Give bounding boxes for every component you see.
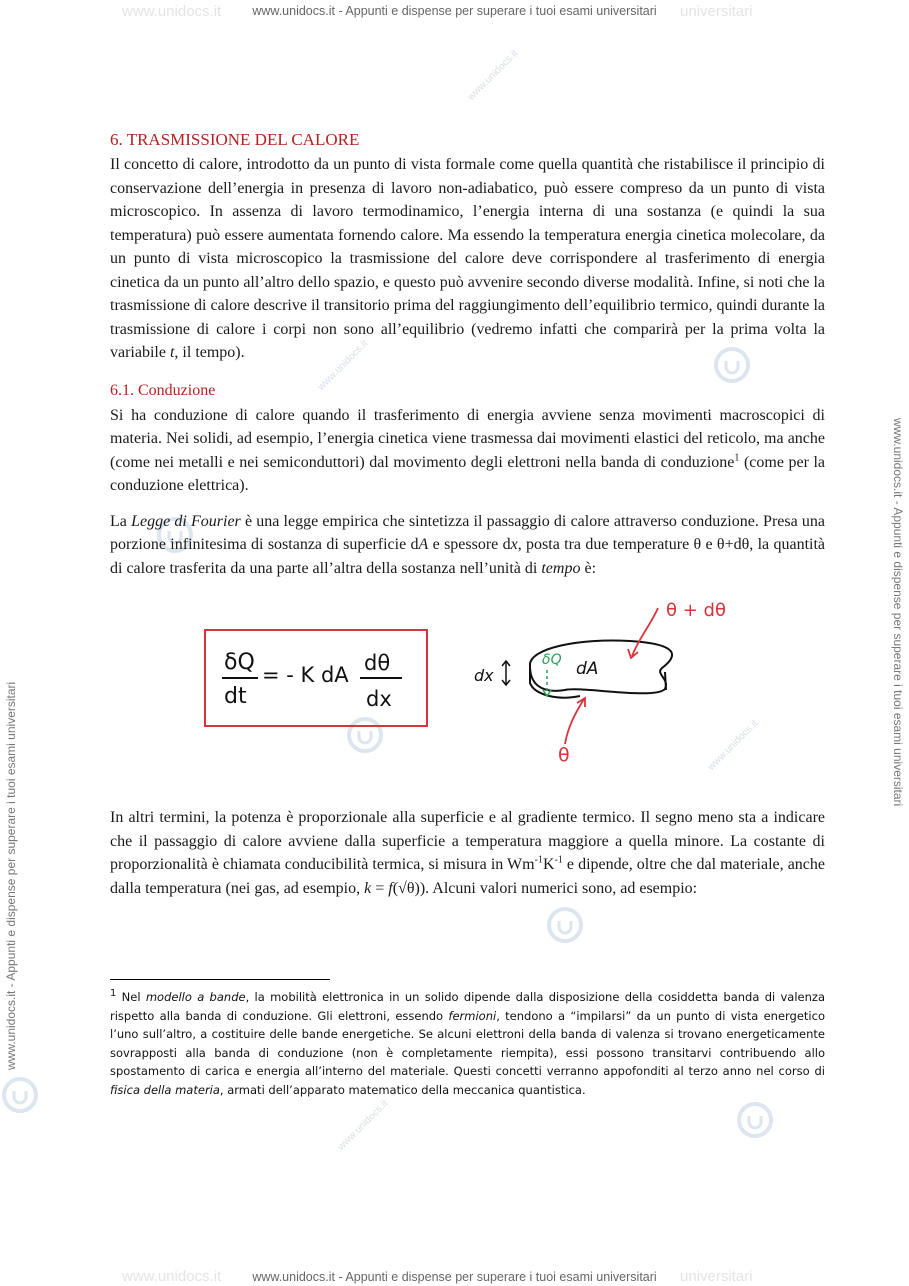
- conduction-paragraph: Si ha conduzione di calore quando il trasferimento di energia avviene senza movimenti macroscopici di materia. Nei solidi, ad esempio, l’energia cinetica viene trasmessa dai movimenti elastici del reticolo, ma anche (come nei metalli e nei semiconduttori) dal movimento degli elettroni nella banda di conduzione$^1$ (come per la conduzione elettrica).: [110, 406, 826, 494]
- unidocs-logo-icon: [735, 1100, 775, 1140]
- unidocs-logo-icon: [545, 905, 585, 945]
- watermark-right: www.unidocs.it - Appunti e dispense per superare i tuoi esami universitari: [891, 418, 905, 807]
- watermark-diagonal: www.unidocs.it: [465, 48, 521, 103]
- fourier-paragraph: La Legge di Fourier è una legge empirica che sintetizza il passaggio di calore attraverso conduzione. Presa una porzione infinitesima di sostanza di superficie dA e spessore dx, posta tra due temperature θ e θ+dθ, la quantità di calore trasferita da una parte all’altra della sostanza nell’unità di tempo è:: [110, 512, 826, 577]
- section-title: 6. TRASMISSIONE DEL CALORE: [110, 130, 360, 149]
- subsection-title: 6.1. Conduzione: [110, 381, 216, 399]
- footnote: $^1$ Nel modello a bande, la mobilità elettronica in un solido dipende dalla disposizione della cosiddetta banda di valenza rispetto alla banda di conduzione. Gli elettroni, essendo fermioni, tendono a “impilarsi” da un punto di vista energetico l’uno sull’altro, a costituire delle bande energetiche. Se alcuni elettroni della banda di valenza si trovano energeticamente sovrapposti alla banda di conduzione (non è completamente riempita), essi possono transitarvi contribuendo allo spostamento di carica e energia all’interno del materiale. Questi concetti verranno appofonditi al terzo anno nel corso di fisica della materia, armati dell’apparato matematico della meccanica quantistica.: [110, 988, 825, 1097]
- label-dx: dx: [474, 666, 494, 685]
- top-temperature-arrow: [632, 608, 658, 656]
- watermark-ghost-right: universitari: [680, 3, 753, 20]
- watermark-bottom: www.unidocs.it - Appunti e dispense per superare i tuoi esami universitari: [252, 1270, 657, 1284]
- fourier-drawing: [110, 586, 825, 806]
- watermark-ghost-bottom-left: www.unidocs.it: [122, 1268, 222, 1285]
- formula-denominator: dt: [224, 684, 247, 709]
- footnote-ref[interactable]: 1: [734, 452, 740, 464]
- watermark-left: www.unidocs.it - Appunti e dispense per superare i tuoi esami universitari: [4, 681, 18, 1070]
- formula-numerator: δQ: [224, 650, 255, 675]
- formula-gradient-denominator: dx: [366, 687, 392, 711]
- formula-gradient-numerator: dθ: [364, 651, 391, 675]
- power-paragraph: In altri termini, la potenza è proporzionale alla superficie e al gradiente termico. Il segno meno sta a indicare che il passaggio di calore avviene dalla superficie a temperatura maggiore a quella minore. La costante di proporzionalità è chiamata conducibilità termica, si misura in $Wm^{-1}K^{-1}$ e dipende, oltre che dal materiale, anche dalla temperatura (nei gas, ad esempio, k = f(√θ)). Alcuni valori numerici sono, ad esempio:: [110, 809, 825, 897]
- watermark-diagonal: www.unidocs.it: [315, 338, 371, 393]
- fourier-figure: [110, 586, 825, 806]
- label-theta-plus-dtheta: θ + dθ: [666, 600, 726, 621]
- watermark-diagonal: www.unidocs.it: [705, 718, 761, 773]
- label-delta-q: δQ: [542, 652, 562, 668]
- bottom-temperature-arrow: [565, 699, 584, 744]
- watermark-top: www.unidocs.it - Appunti e dispense per superare i tuoi esami universitari: [252, 4, 657, 18]
- watermark-ghost-left: www.unidocs.it: [122, 3, 222, 20]
- unidocs-logo-icon: [0, 1075, 40, 1115]
- page-content: [110, 128, 825, 900]
- watermark-ghost-bottom-right: universitari: [680, 1268, 753, 1285]
- label-dA: dA: [576, 659, 599, 679]
- footnote-separator: [110, 979, 330, 980]
- section-paragraph: Il concetto di calore, introdotto da un punto di vista formale come quella quantità che ristabilisce il principio di conservazione dell’energia in presenza di lavoro non-adiabatico, può essere compreso da un punto di vista microscopico. In assenza di lavoro termodinamico, l’energia interna di una sostanza (e quindi la sua temperatura) può essere aumentata fornendo calore. Ma essendo la temperatura energia cinetica molecolare, da un punto di vista microscopico la trasmissione del calore deve corrispondere al trasferimento di energia cinetica da un punto all’altro dello spazio, e questo può avvenire secondo diverse modalità. Infine, si noti che la trasmissione di calore descrive il transitorio prima del raggiungimento dell’equilibrio termico, quindi durante la trasmissione di calore i corpi non sono all’equilibrio (vedremo infatti che comparirà per la prima volta la variabile t, il tempo).: [110, 156, 825, 361]
- watermark-diagonal: www.unidocs.it: [335, 1098, 391, 1153]
- formula-middle: = - K dA: [262, 663, 349, 687]
- label-theta: θ: [558, 744, 570, 766]
